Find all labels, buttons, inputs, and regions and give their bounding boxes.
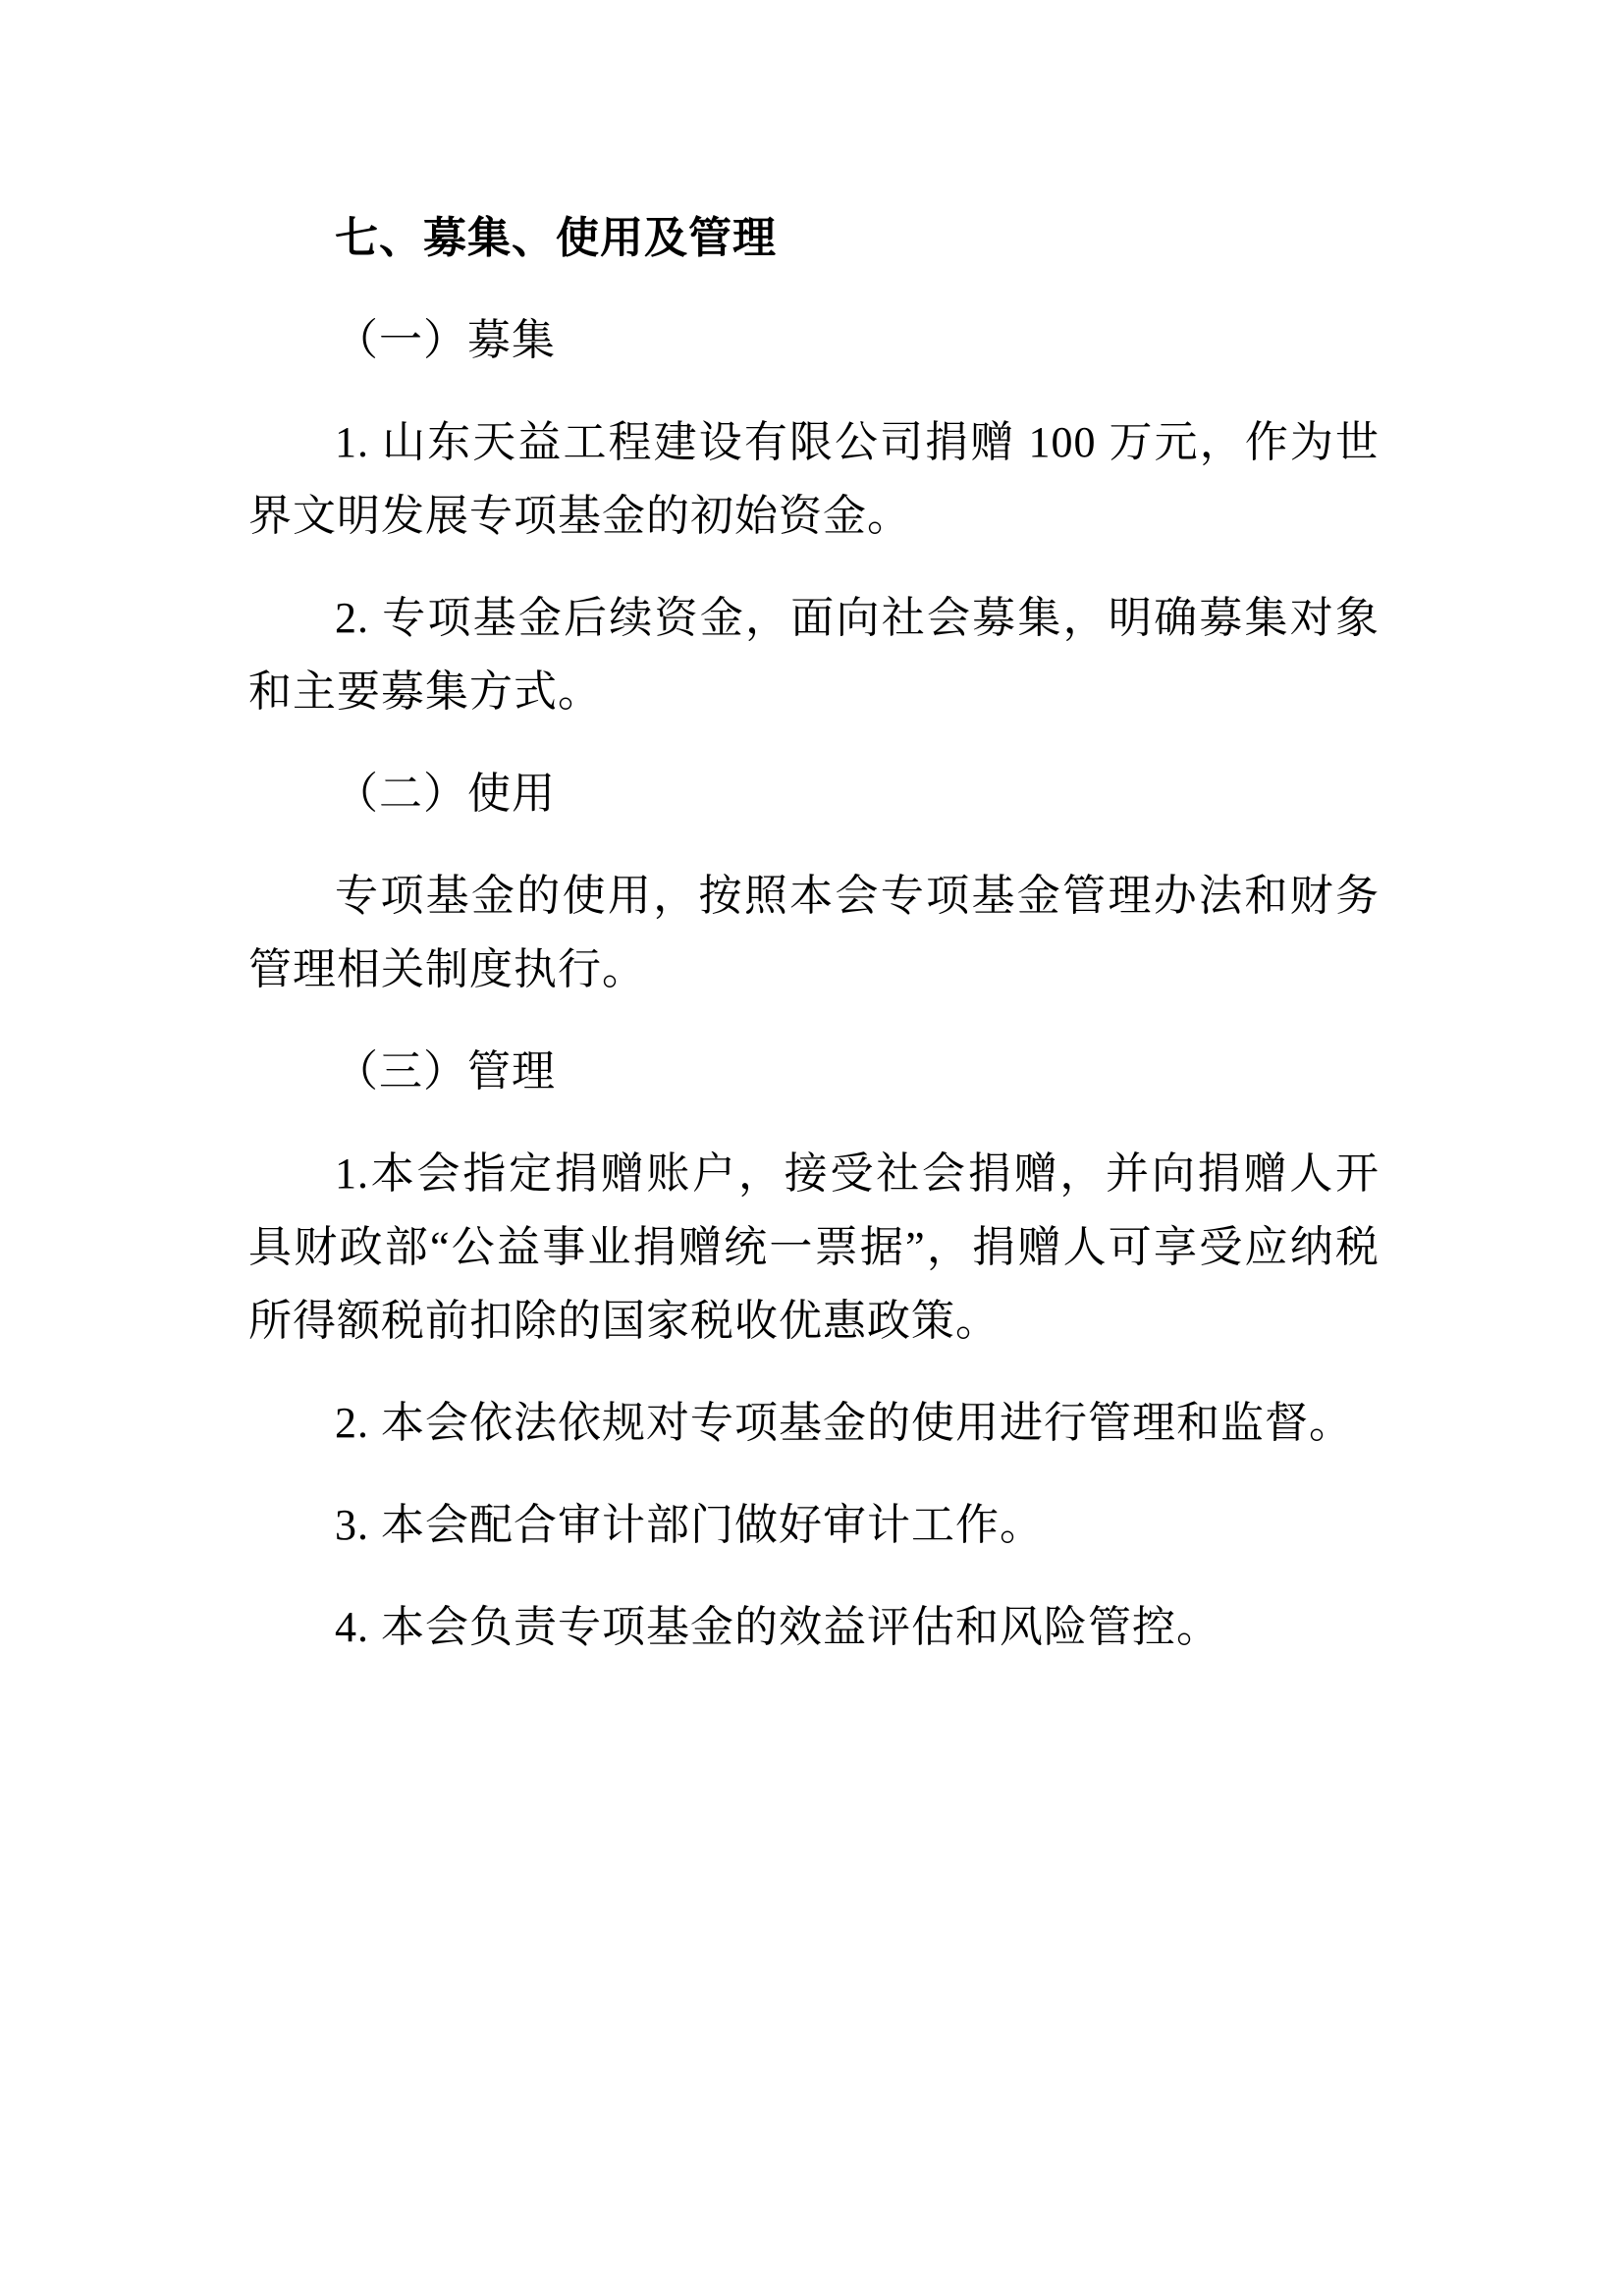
- fundraising-paragraph-1: 1. 山东天益工程建设有限公司捐赠 100 万元，作为世界文明发展专项基金的初始资金。: [248, 418, 1380, 540]
- fundraising-paragraph-2: 2. 专项基金后续资金，面向社会募集，明确募集对象和主要募集方式。: [248, 594, 1380, 716]
- usage-paragraph-1: 专项基金的使用，按照本会专项基金管理办法和财务管理相关制度执行。: [248, 872, 1380, 993]
- management-paragraph-3: 3. 本会配合审计部门做好审计工作。: [335, 1501, 1044, 1549]
- management-paragraph-4: 4. 本会负责专项基金的效益评估和风险管控。: [335, 1603, 1220, 1651]
- management-paragraph-1: 1.本会指定捐赠账户，接受社会捐赠，并向捐赠人开具财政部“公益事业捐赠统一票据”，捐赠人可享受应纳税所得额税前扣除的国家税收优惠政策。: [248, 1149, 1380, 1345]
- subheading-fundraising: （一）募集: [335, 316, 556, 364]
- management-paragraph-2: 2. 本会依法依规对专项基金的使用进行管理和监督。: [335, 1399, 1353, 1447]
- subheading-management: （三）管理: [335, 1047, 556, 1095]
- chapter-heading: 七、募集、使用及管理: [335, 214, 777, 262]
- subheading-usage: （二）使用: [335, 770, 556, 818]
